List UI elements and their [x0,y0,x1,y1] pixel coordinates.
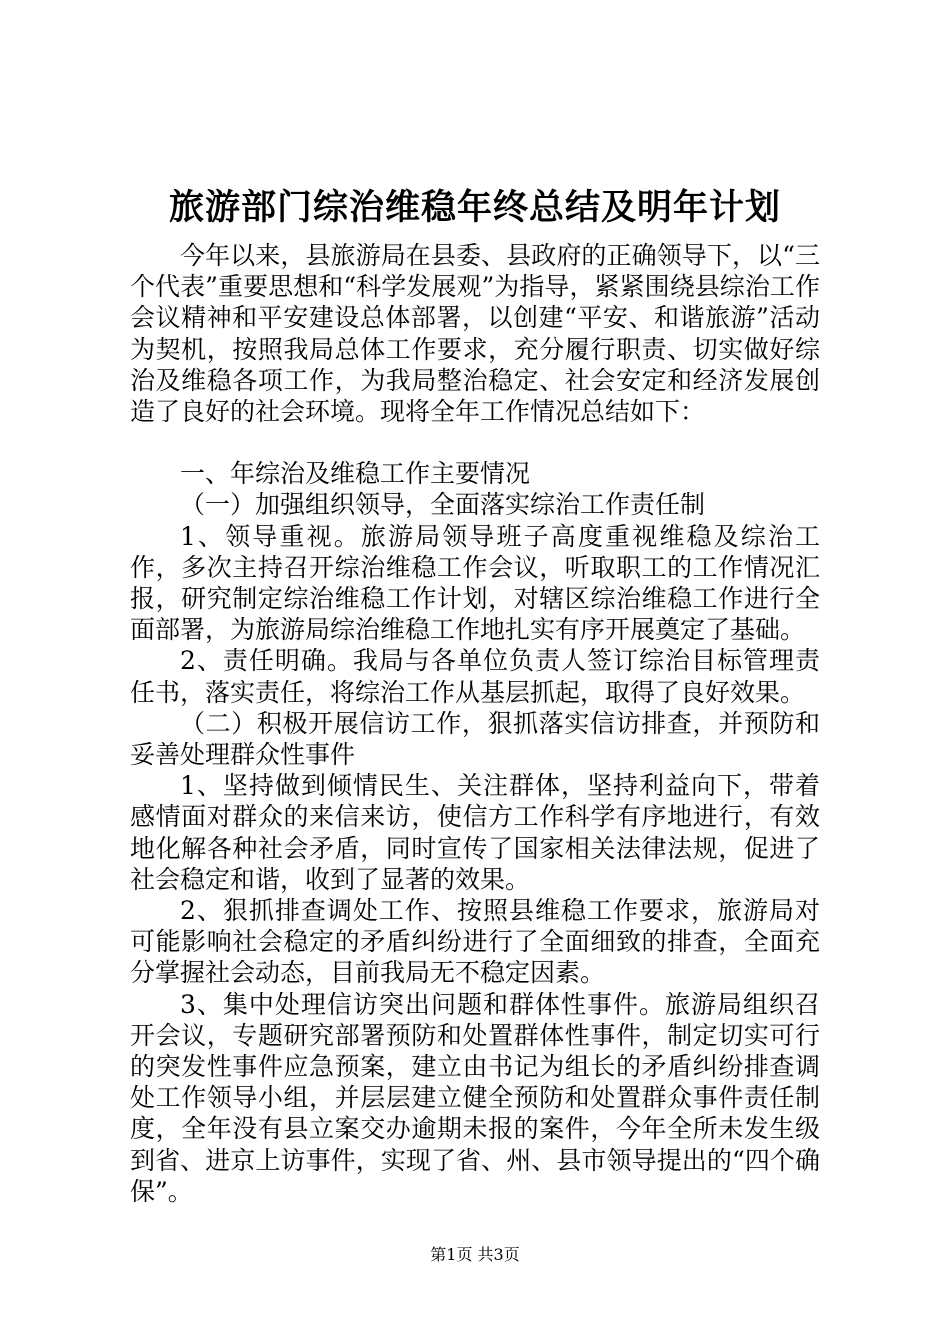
page-footer: 第1页 共3页 [430,1245,520,1264]
paragraph-petition-3: 3、集中处理信访突出问题和群体性事件。旅游局组织召开会议，专题研究部署预防和处置群体性事件，制定切实可行的突发性事件应急预案，建立由书记为组长的矛盾纠纷排查调处工作领导小组，并层层建立健全预防和处置群众事件责任制度，全年没有县立案交办逾期未报的案件，今年全所未发生级到省、进京上访事件，实现了省、州、县市领导提出的“四个确保”。 [130,989,820,1206]
intro-paragraph: 今年以来，县旅游局在县委、县政府的正确领导下，以“三个代表”重要思想和“科学发展观”为指导，紧紧围绕县综治工作会议精神和平安建设总体部署，以创建“平安、和谐旅游”活动为契机，按照我局总体工作要求，充分履行职责、切实做好综治及维稳各项工作，为我局整治稳定、社会安定和经济发展创造了良好的社会环境。现将全年工作情况总结如下： [130,241,820,427]
paragraph-leadership: 1、领导重视。旅游局领导班子高度重视维稳及综治工作，多次主持召开综治维稳工作会议，听取职工的工作情况汇报，研究制定综治维稳工作计划，对辖区综治维稳工作进行全面部署，为旅游局综治维稳工作地扎实有序开展奠定了基础。 [130,521,820,645]
paragraph-responsibility: 2、责任明确。我局与各单位负责人签订综治目标管理责任书，落实责任，将综治工作从基层抓起，取得了良好效果。 [130,646,820,707]
subsection-heading-2: （二）积极开展信访工作，狠抓落实信访排查，并预防和妥善处理群众性事件 [130,708,820,770]
document-body [130,240,820,1207]
subsection-heading-1: （一）加强组织领导，全面落实综治工作责任制 [180,490,706,520]
paragraph-petition-2: 2、狠抓排查调处工作、按照县维稳工作要求，旅游局对可能影响社会稳定的矛盾纠纷进行了全面细致的排查，全面充分掌握社会动态，目前我局无不稳定因素。 [130,896,820,988]
section-heading-1: 一、年综治及维稳工作主要情况 [180,459,531,489]
document-title: 旅游部门综治维稳年终总结及明年计划 [168,187,781,228]
paragraph-petition-1: 1、坚持做到倾情民生、关注群体，坚持利益向下，带着感情面对群众的来信来访，使信方工作科学有序地进行，有效地化解各种社会矛盾，同时宣传了国家相关法律法规，促进了社会稳定和谐，收到了显著的效果。 [130,771,820,894]
